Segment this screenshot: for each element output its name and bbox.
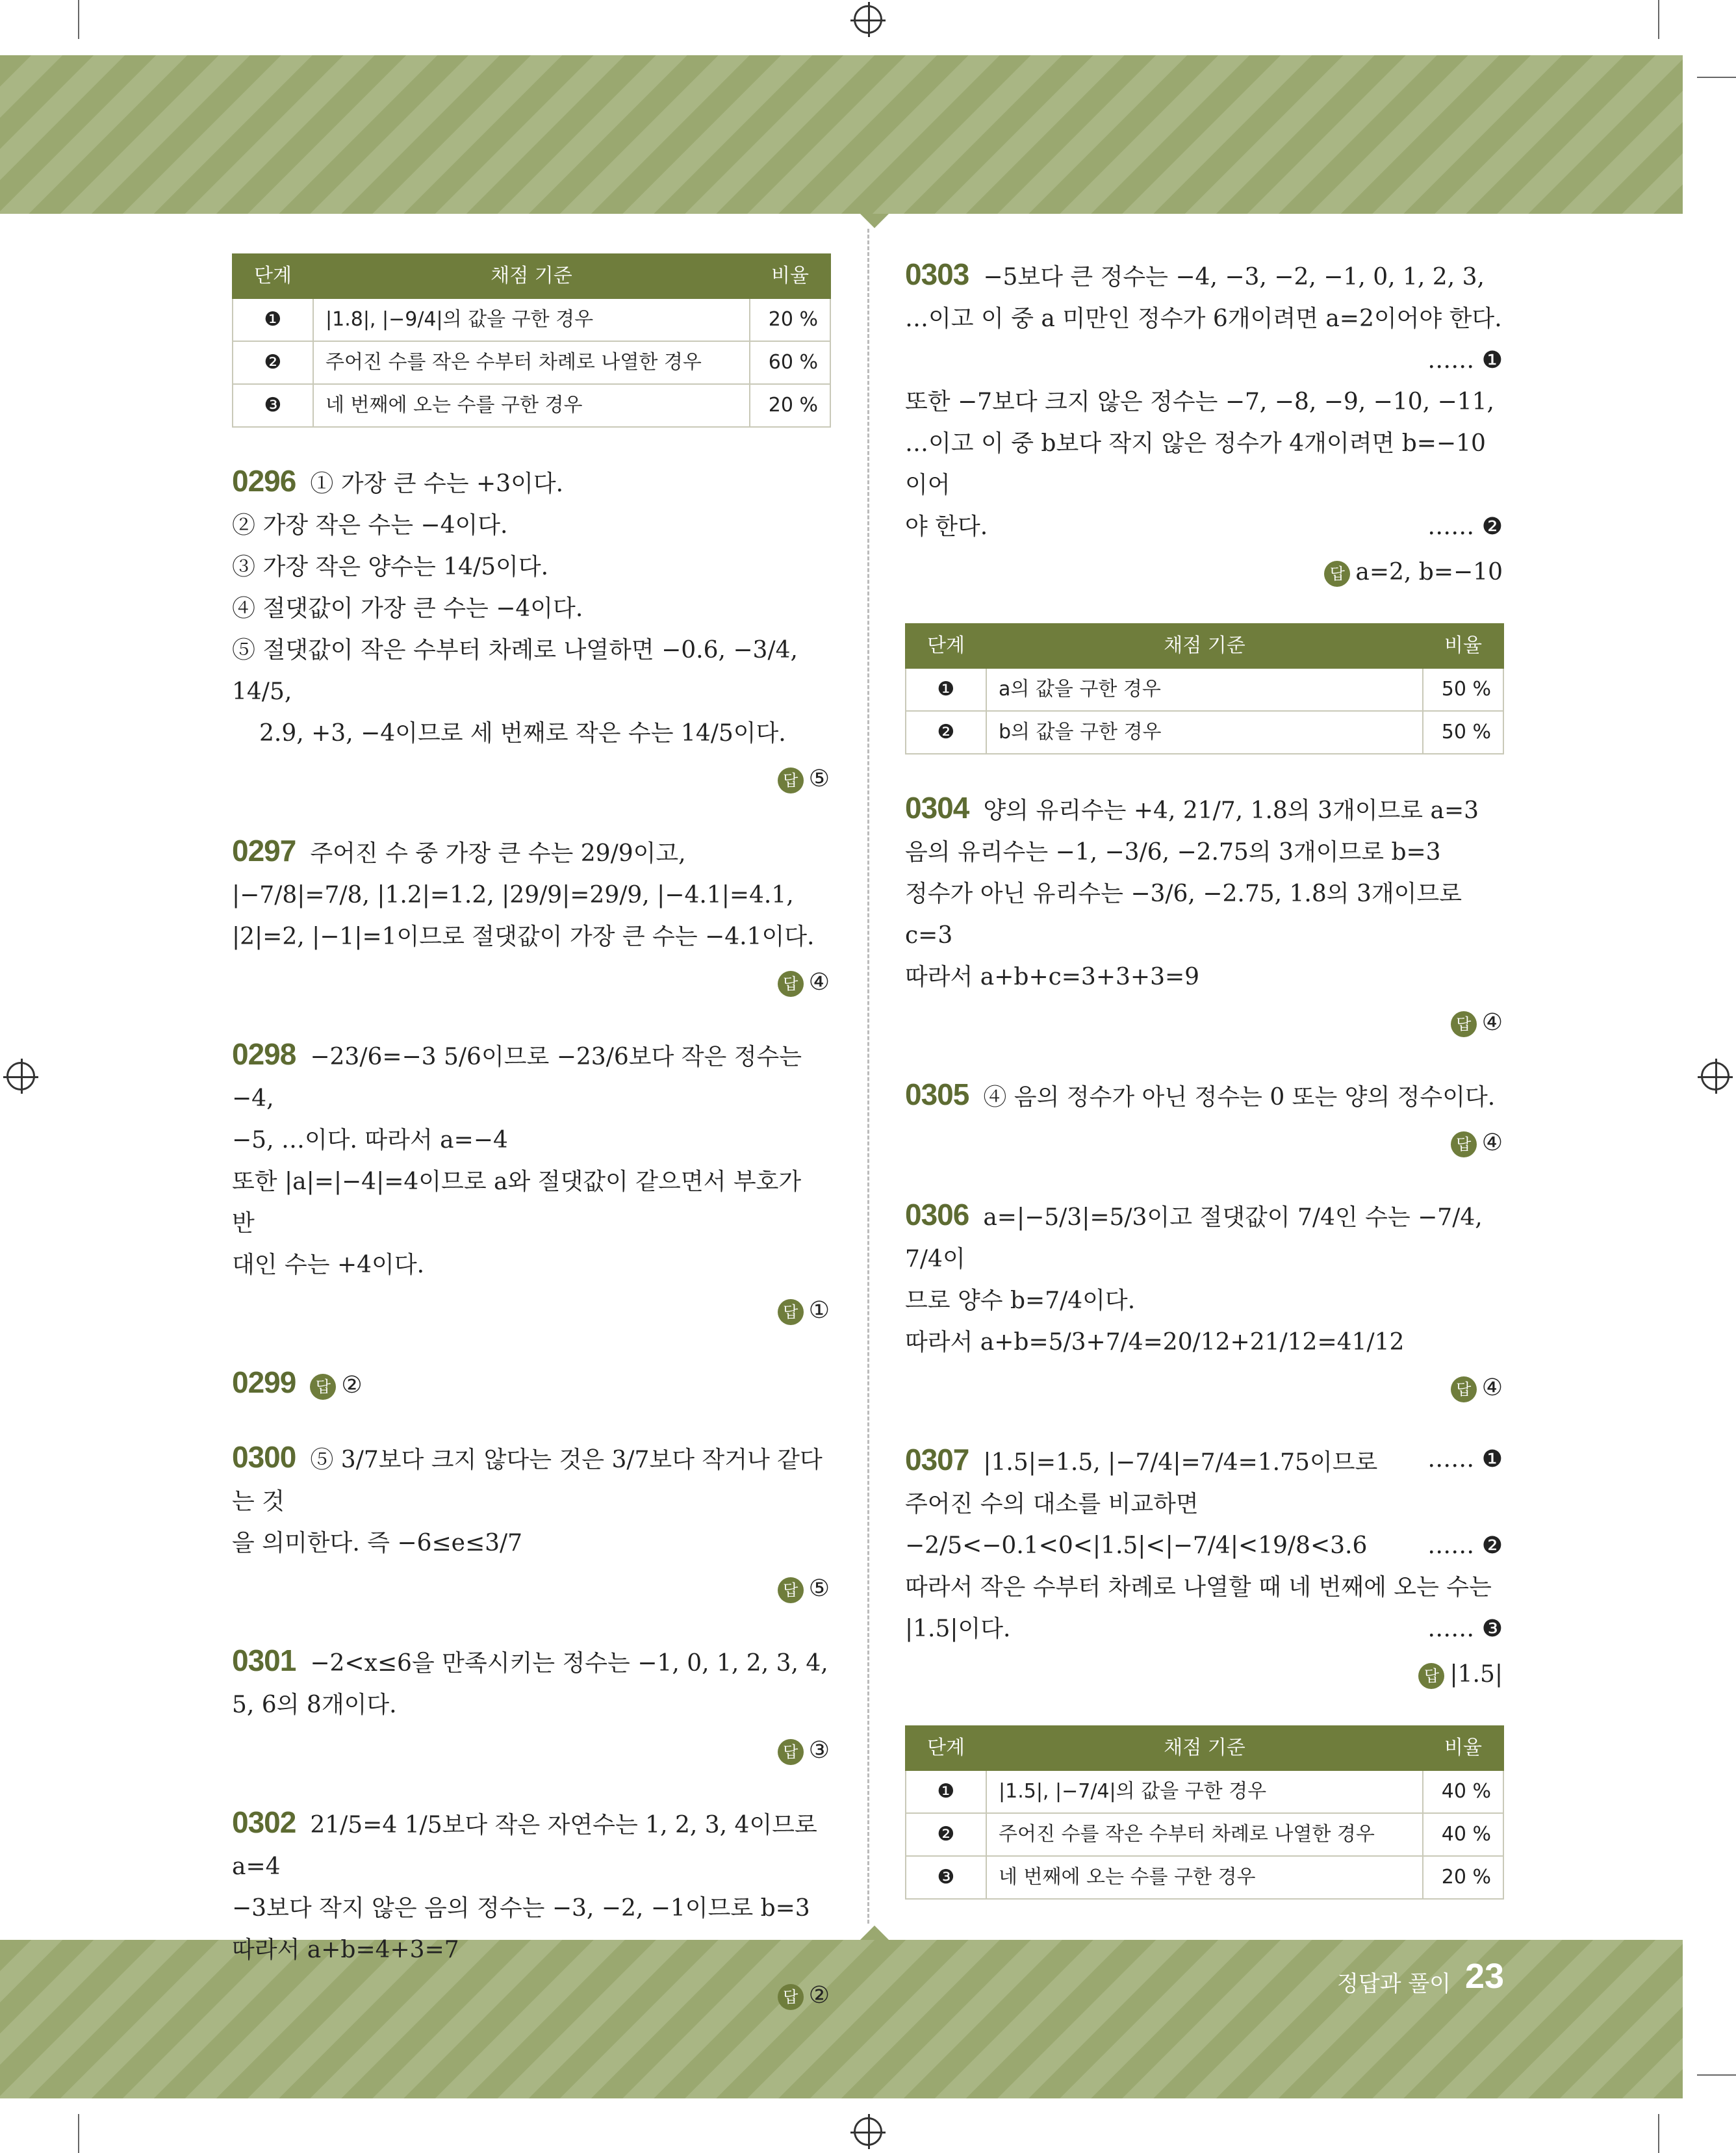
problem-0306 bbox=[905, 1194, 1503, 1409]
table-cell: ❸ bbox=[906, 1856, 986, 1899]
table-header: 단계 bbox=[233, 254, 313, 298]
answer-badge-icon: 답 bbox=[778, 1577, 804, 1603]
table-cell: 20 % bbox=[1423, 1856, 1503, 1899]
registration-mark-icon bbox=[854, 5, 882, 34]
footer-notch bbox=[860, 1926, 889, 1940]
answer bbox=[905, 1002, 1503, 1044]
problem-number: 0304 bbox=[905, 791, 969, 825]
table-cell: 주어진 수를 작은 수부터 차례로 나열한 경우 bbox=[986, 1813, 1423, 1856]
problem-0302 bbox=[232, 1801, 830, 2017]
solution-line: |2|=2, |−1|=1이므로 절댓값이 가장 큰 수는 −4.1이다. bbox=[232, 923, 815, 950]
answer-value: ② bbox=[808, 1982, 830, 2009]
problem-number: 0296 bbox=[232, 464, 296, 498]
solution-line: −5보다 큰 정수는 −4, −3, −2, −1, 0, 1, 2, 3, bbox=[983, 264, 1485, 290]
registration-mark-icon bbox=[6, 1062, 35, 1090]
answer-value: ① bbox=[808, 1297, 830, 1324]
problem-0303 bbox=[905, 253, 1503, 593]
solution-line: −3보다 작지 않은 음의 정수는 −3, −2, −1이므로 b=3 bbox=[232, 1895, 810, 1922]
answer bbox=[232, 1730, 830, 1772]
scoring-table-3 bbox=[905, 1725, 1504, 1900]
problem-number: 0300 bbox=[232, 1440, 296, 1474]
solution-line: 따라서 작은 수부터 차례로 나열할 때 네 번째에 오는 수는 bbox=[905, 1574, 1492, 1601]
solution-line: |1.5|이다. bbox=[905, 1616, 1011, 1642]
left-column bbox=[232, 253, 830, 2046]
problem-0297 bbox=[232, 830, 830, 1003]
footer-label: 정답과 풀이 bbox=[1337, 1971, 1451, 1997]
header-band bbox=[0, 55, 1683, 214]
problem-number: 0303 bbox=[905, 257, 969, 291]
solution-line: 따라서 a+b=4+3=7 bbox=[232, 1937, 459, 1963]
solution-line: 또한 |a|=|−4|=4이므로 a와 절댓값이 같으면서 부호가 반 bbox=[232, 1168, 802, 1237]
problem-number: 0298 bbox=[232, 1037, 296, 1071]
solution-line: 따라서 a+b+c=3+3+3=9 bbox=[905, 964, 1200, 990]
problem-0300 bbox=[232, 1436, 830, 1610]
solution-line: −5, …이다. 따라서 a=−4 bbox=[232, 1127, 508, 1154]
solution-line: 21/5=4 1/5보다 작은 자연수는 1, 2, 3, 4이므로 a=4 bbox=[232, 1812, 817, 1880]
answer bbox=[905, 552, 1503, 593]
solution-line: ③ 가장 작은 양수는 14/5이다. bbox=[232, 554, 549, 580]
solution-line: 따라서 a+b=5/3+7/4=20/12+21/12=41/12 bbox=[905, 1329, 1405, 1356]
problem-0298 bbox=[232, 1033, 830, 1332]
problem-0301 bbox=[232, 1640, 830, 1772]
table-row bbox=[233, 384, 830, 427]
answer-value: a=2, b=−10 bbox=[1355, 559, 1503, 586]
problem-number: 0306 bbox=[905, 1198, 969, 1231]
answer-badge-icon: 답 bbox=[778, 767, 804, 793]
table-cell: |1.5|, |−7/4|의 값을 구한 경우 bbox=[986, 1770, 1423, 1813]
solution-line: ④ 음의 정수가 아닌 정수는 0 또는 양의 정수이다. bbox=[983, 1084, 1496, 1111]
answer-value: ④ bbox=[1481, 1009, 1503, 1036]
answer bbox=[232, 758, 830, 800]
right-column bbox=[905, 253, 1503, 1932]
solution-line: −2/5<−0.1<0<|1.5|<|−7/4|<19/8<3.6 bbox=[905, 1532, 1368, 1559]
table-header: 채점 기준 bbox=[986, 624, 1423, 668]
table-header: 비율 bbox=[750, 254, 830, 298]
table-cell: 40 % bbox=[1423, 1770, 1503, 1813]
answer-badge-icon: 답 bbox=[778, 971, 804, 997]
table-cell: ❸ bbox=[233, 384, 313, 427]
table-cell: 50 % bbox=[1423, 668, 1503, 711]
solution-line: 정수가 아닌 유리수는 −3/6, −2.75, 1.8의 3개이므로 c=3 bbox=[905, 881, 1462, 949]
table-header: 단계 bbox=[906, 624, 986, 668]
scoring-table-2 bbox=[905, 623, 1504, 754]
answer-badge-icon: 답 bbox=[778, 1739, 804, 1765]
answer-value: ④ bbox=[1481, 1129, 1503, 1156]
step-marker: …… ❸ bbox=[1427, 1616, 1503, 1642]
crop-mark bbox=[78, 0, 79, 39]
table-row bbox=[906, 1856, 1503, 1899]
solution-line: 양의 유리수는 +4, 21/7, 1.8의 3개이므로 a=3 bbox=[983, 797, 1479, 824]
solution-line: 을 의미한다. 즉 −6≤e≤3/7 bbox=[232, 1530, 523, 1556]
answer-value: ④ bbox=[1481, 1374, 1503, 1401]
solution-line: 므로 양수 b=7/4이다. bbox=[905, 1287, 1136, 1314]
answer bbox=[905, 1654, 1503, 1695]
solution-line: 5, 6의 8개이다. bbox=[232, 1692, 397, 1718]
solution-line: ④ 절댓값이 가장 큰 수는 −4이다. bbox=[232, 595, 583, 622]
answer bbox=[232, 1568, 830, 1610]
solution-line: 주어진 수의 대소를 비교하면 bbox=[905, 1491, 1199, 1517]
solution-line: |−7/8|=7/8, |1.2|=1.2, |29/9|=29/9, |−4.1|=4.1, bbox=[232, 882, 794, 909]
solution-line: …이고 이 중 a 미만인 정수가 6개이려면 a=2이어야 한다. bbox=[905, 305, 1502, 332]
table-cell: a의 값을 구한 경우 bbox=[986, 668, 1423, 711]
table-row bbox=[906, 668, 1503, 711]
solution-line: ⑤ 3/7보다 크지 않다는 것은 3/7보다 작거나 같다는 것 bbox=[232, 1447, 823, 1515]
answer-value: ⑤ bbox=[808, 766, 830, 792]
answer bbox=[232, 1290, 830, 1332]
answer-badge-icon: 답 bbox=[1451, 1011, 1477, 1037]
solution-line: ② 가장 작은 수는 −4이다. bbox=[232, 512, 508, 539]
answer-badge-icon: 답 bbox=[1451, 1376, 1477, 1402]
problem-number: 0297 bbox=[232, 834, 296, 868]
solution-line: 또한 −7보다 크지 않은 정수는 −7, −8, −9, −10, −11, bbox=[905, 389, 1494, 415]
header-notch bbox=[860, 214, 889, 228]
solution-line: 2.9, +3, −4이므로 세 번째로 작은 수는 14/5이다. bbox=[259, 720, 786, 747]
problem-number: 0299 bbox=[232, 1365, 296, 1399]
answer bbox=[905, 1367, 1503, 1409]
table-header: 비율 bbox=[1423, 624, 1503, 668]
answer-badge-icon: 답 bbox=[1451, 1131, 1477, 1157]
table-cell: ❷ bbox=[233, 341, 313, 384]
table-cell: 40 % bbox=[1423, 1813, 1503, 1856]
solution-line: 음의 유리수는 −1, −3/6, −2.75의 3개이므로 b=3 bbox=[905, 839, 1441, 866]
table-cell: ❶ bbox=[906, 1770, 986, 1813]
answer-badge-icon: 답 bbox=[778, 1984, 804, 2010]
problem-number: 0301 bbox=[232, 1644, 296, 1677]
step-marker: …… ❶ bbox=[1427, 347, 1503, 374]
table-cell: ❶ bbox=[233, 298, 313, 341]
answer-badge-icon: 답 bbox=[310, 1374, 336, 1400]
table-header: 비율 bbox=[1423, 1726, 1503, 1770]
answer-value: ⑤ bbox=[808, 1575, 830, 1602]
solution-line: …이고 이 중 b보다 작지 않은 정수가 4개이려면 b=−10이어 bbox=[905, 430, 1486, 498]
problem-number: 0305 bbox=[905, 1077, 969, 1111]
problem-number: 0302 bbox=[232, 1805, 296, 1839]
table-row bbox=[906, 1770, 1503, 1813]
scoring-table-1 bbox=[232, 253, 831, 428]
table-cell: 20 % bbox=[750, 384, 830, 427]
answer-value: |1.5| bbox=[1449, 1661, 1503, 1688]
table-cell: ❶ bbox=[906, 668, 986, 711]
problem-0307 bbox=[905, 1439, 1503, 1695]
table-cell: ❷ bbox=[906, 1813, 986, 1856]
solution-line: ⑤ 절댓값이 작은 수부터 차례로 나열하면 −0.6, −3/4, 14/5, bbox=[232, 637, 798, 705]
table-cell: 주어진 수를 작은 수부터 차례로 나열한 경우 bbox=[313, 341, 750, 384]
answer bbox=[232, 1975, 830, 2017]
solution-line: 야 한다. bbox=[905, 513, 988, 540]
table-cell: b의 값을 구한 경우 bbox=[986, 711, 1423, 754]
answer-badge-icon: 답 bbox=[778, 1299, 804, 1325]
crop-mark bbox=[1697, 77, 1736, 78]
registration-mark-icon bbox=[854, 2117, 882, 2146]
solution-line: ① 가장 큰 수는 +3이다. bbox=[310, 471, 564, 497]
crop-mark bbox=[1658, 0, 1659, 39]
table-cell: 60 % bbox=[750, 341, 830, 384]
crop-mark bbox=[1658, 2114, 1659, 2153]
table-header: 채점 기준 bbox=[986, 1726, 1423, 1770]
solution-line: |1.5|=1.5, |−7/4|=7/4=1.75이므로 bbox=[983, 1449, 1378, 1476]
column-divider bbox=[867, 229, 869, 1924]
solution-line: a=|−5/3|=5/3이고 절댓값이 7/4인 수는 −7/4, 7/4이 bbox=[905, 1204, 1483, 1272]
answer-badge-icon: 답 bbox=[1324, 561, 1350, 587]
table-cell: |1.8|, |−9/4|의 값을 구한 경우 bbox=[313, 298, 750, 341]
answer-value: ③ bbox=[808, 1737, 830, 1764]
solution-line: −23/6=−3 5/6이므로 −23/6보다 작은 정수는 −4, bbox=[232, 1044, 802, 1112]
problem-0299 bbox=[232, 1361, 830, 1406]
answer bbox=[905, 1122, 1503, 1164]
answer-badge-icon: 답 bbox=[1418, 1663, 1444, 1689]
step-marker: …… ❷ bbox=[1427, 513, 1503, 540]
answer-value: ④ bbox=[808, 969, 830, 996]
page-number: 23 bbox=[1465, 1957, 1505, 1996]
table-cell: ❷ bbox=[906, 711, 986, 754]
solution-line: −2<x≤6을 만족시키는 정수는 −1, 0, 1, 2, 3, 4, bbox=[310, 1650, 828, 1677]
table-row bbox=[233, 341, 830, 384]
solution-line: 주어진 수 중 가장 큰 수는 29/9이고, bbox=[310, 840, 686, 867]
table-header: 단계 bbox=[906, 1726, 986, 1770]
table-header: 채점 기준 bbox=[313, 254, 750, 298]
crop-mark bbox=[1697, 2074, 1736, 2076]
table-cell: 네 번째에 오는 수를 구한 경우 bbox=[313, 384, 750, 427]
problem-0304 bbox=[905, 787, 1503, 1044]
step-marker: …… ❷ bbox=[1427, 1532, 1503, 1559]
solution-line: 대인 수는 +4이다. bbox=[232, 1252, 425, 1278]
table-row bbox=[233, 298, 830, 341]
step-marker: …… ❶ bbox=[1427, 1446, 1503, 1473]
problem-number: 0307 bbox=[905, 1443, 969, 1476]
table-row bbox=[906, 711, 1503, 754]
table-cell: 20 % bbox=[750, 298, 830, 341]
problem-0305 bbox=[905, 1074, 1503, 1164]
table-cell: 네 번째에 오는 수를 구한 경우 bbox=[986, 1856, 1423, 1899]
table-row bbox=[906, 1813, 1503, 1856]
answer-value: ② bbox=[341, 1372, 363, 1399]
crop-mark bbox=[78, 2114, 79, 2153]
answer bbox=[232, 962, 830, 1003]
table-cell: 50 % bbox=[1423, 711, 1503, 754]
registration-mark-icon bbox=[1701, 1062, 1730, 1090]
problem-0296 bbox=[232, 460, 830, 800]
